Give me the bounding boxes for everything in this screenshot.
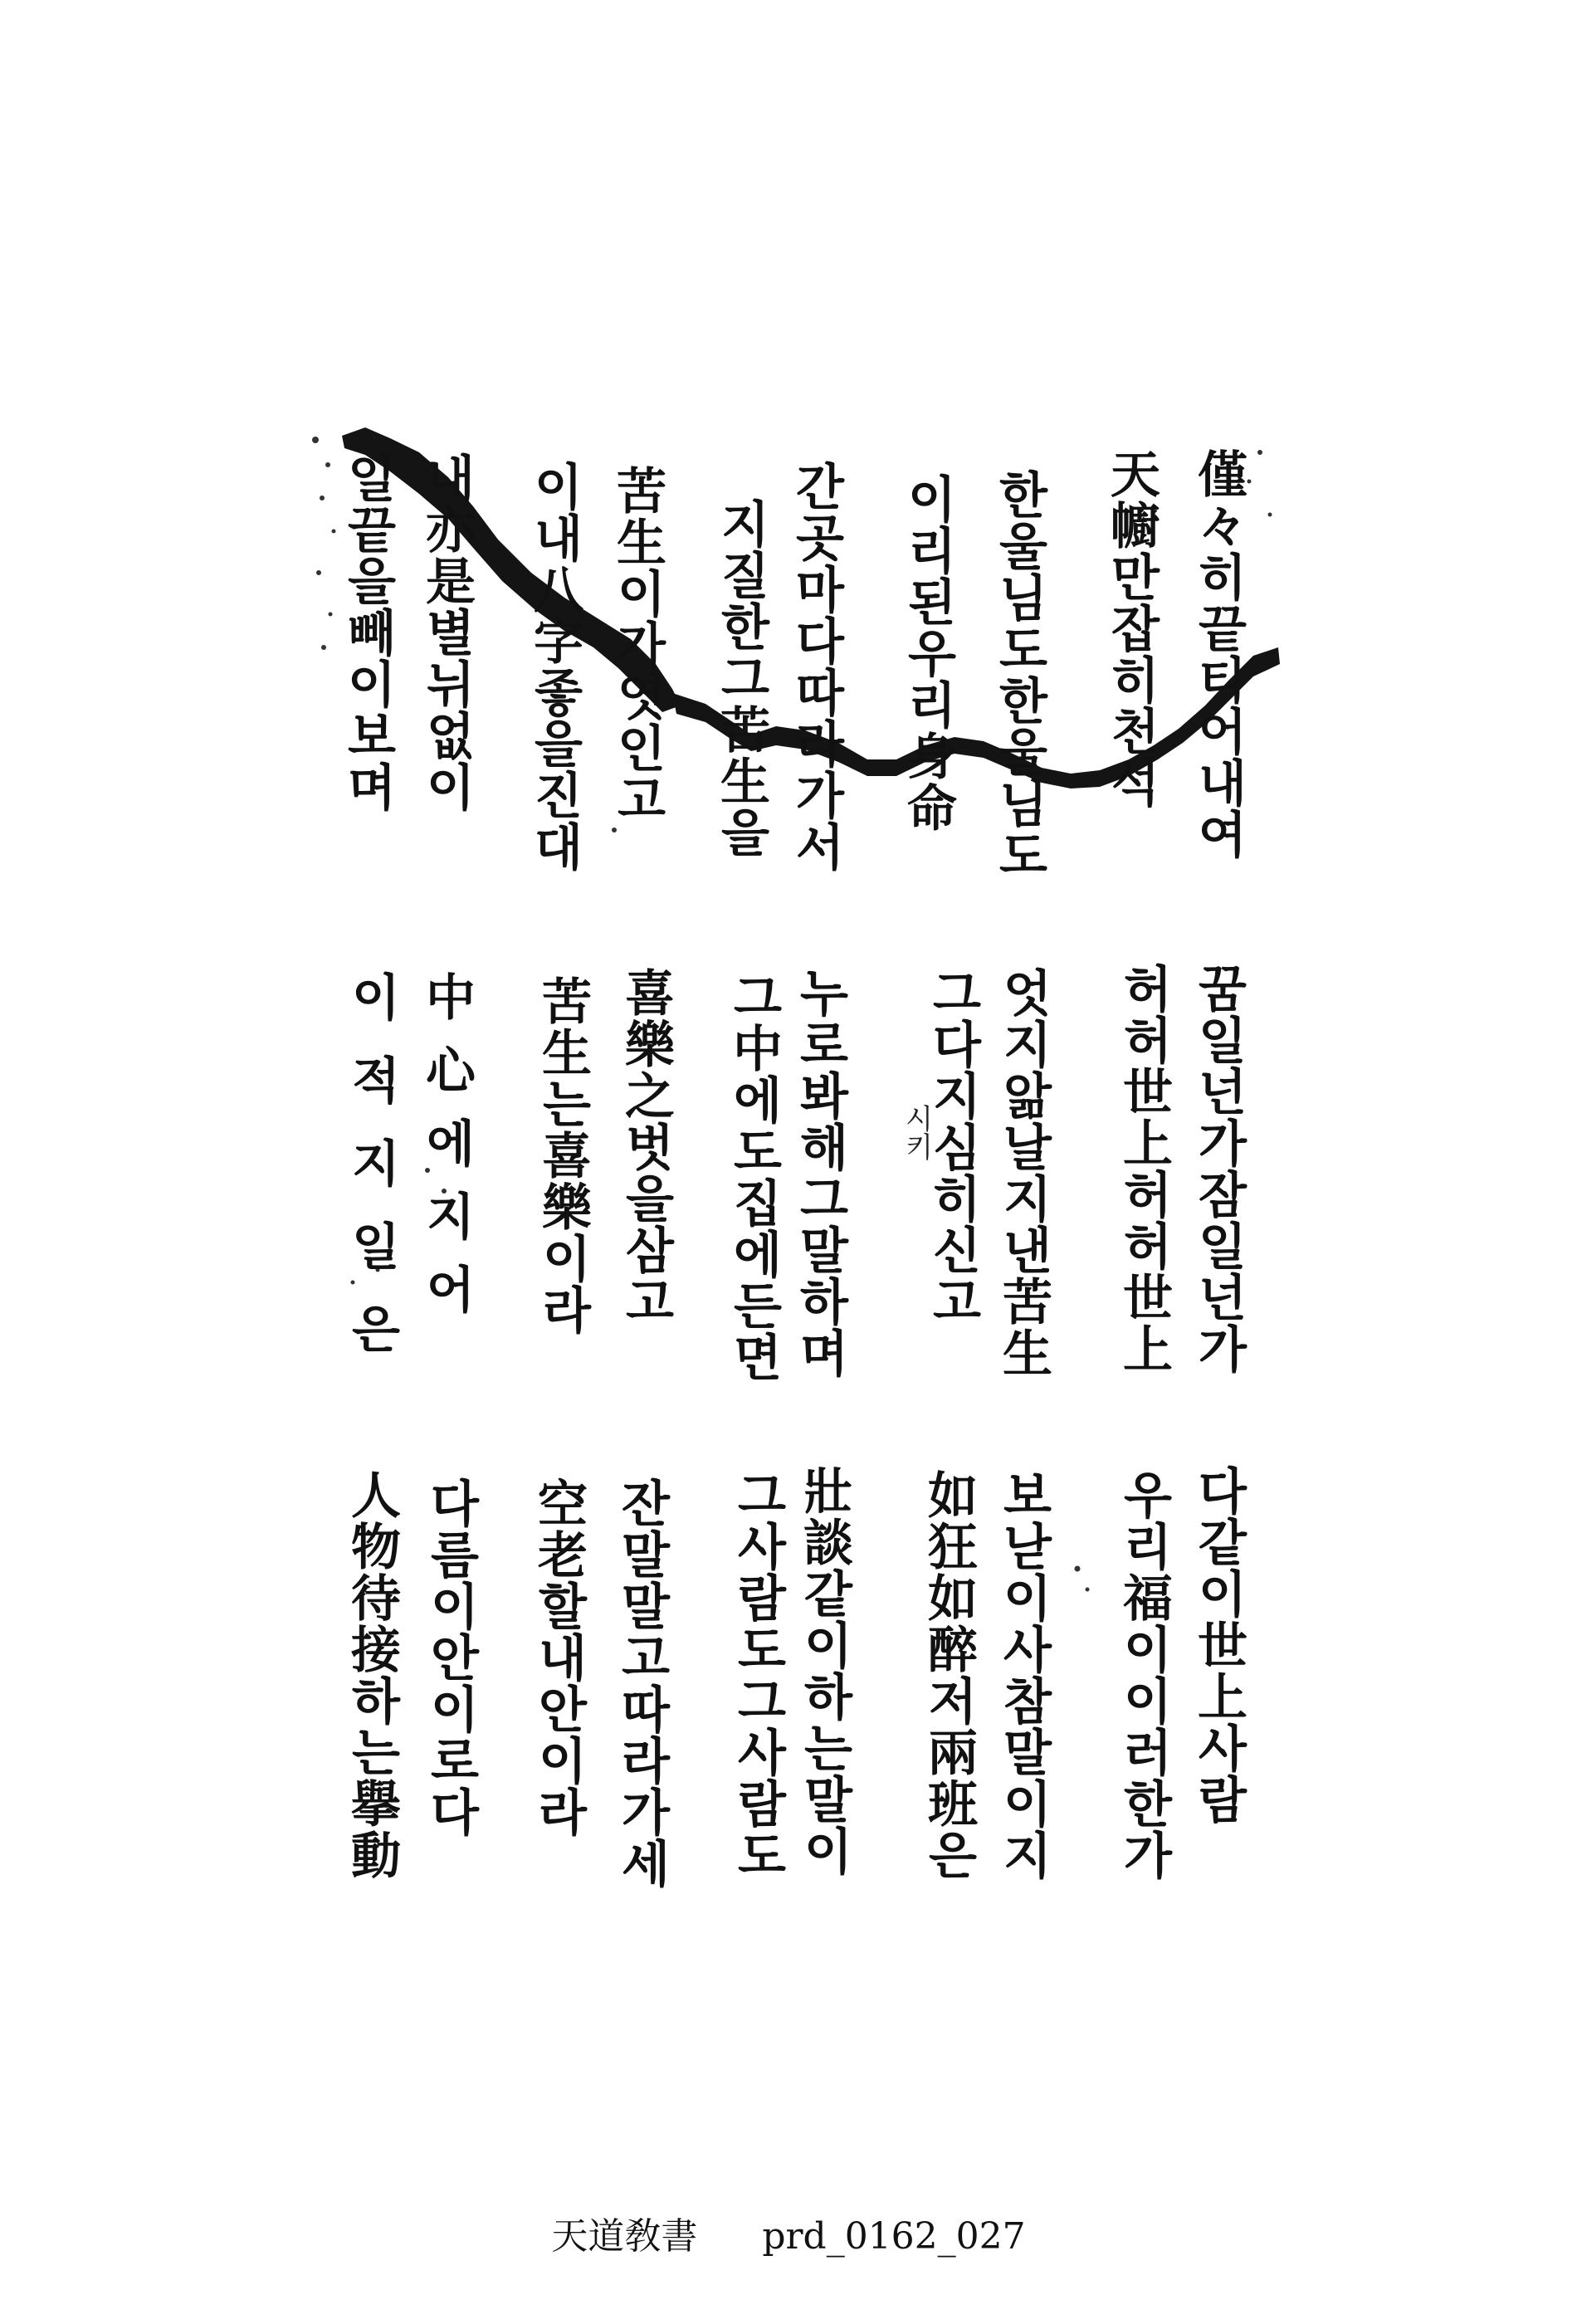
manuscript-column: 如狂如醉저兩班은 [920,1469,978,1881]
manuscript-column: 苦生는喜樂이라 [534,975,592,1335]
manuscript-column: 이리된우리身命 [899,473,957,833]
manuscript-column: 이적지일은 [343,971,401,1386]
manuscript-column: 人物待接하는擧動 [343,1469,401,1881]
manuscript-column: 天幮만잡히천석 [1102,448,1160,808]
manuscript-column: 꿈일넌가잠일넌가 [1189,963,1247,1374]
manuscript-column: 中心에지어 [417,971,476,1336]
manuscript-column: 다같이世上사람 [1189,1465,1247,1825]
manuscript-column: 苦生이가엿인고 [608,465,666,825]
collection-title: 天道敎書 [551,2215,698,2258]
manuscript-column: 엇지앎날지낸苦生 [994,967,1052,1379]
manuscript-column: 누로봐해그말하며 [791,967,849,1379]
page-id: prd_0162_027 [762,2215,1026,2258]
manuscript-column: 壯談같이하는말이 [795,1465,853,1877]
page-footer [0,2206,1577,2259]
manuscript-column: 한울님도한울님도 [990,469,1048,881]
manuscript-column: 空老할내안이라 [530,1477,588,1838]
manuscript-column: 그사람도그사람도 [729,1469,787,1881]
manuscript-column: 다름이안이로다 [422,1477,480,1838]
manuscript-column: 그다지심히신고 [924,967,982,1327]
manuscript-column: 내亦是별뉘없이 [417,452,476,813]
manuscript-column: 우리福이이러한가 [1115,1469,1173,1881]
manuscript-column: 僅々히끝티어내여 [1189,448,1247,860]
manuscript-column: 그中에도집에든면 [725,971,783,1383]
manuscript-column: 보낟이사참말이지 [994,1469,1052,1881]
manuscript-column: 일끝을빼이보며 [339,452,397,813]
manuscript-column: 간곳마다따라가서 [787,461,845,872]
manuscript-column: 喜樂之벗을삼고 [617,967,675,1327]
manuscript-column: 허허世上허허世上 [1115,963,1173,1374]
manuscript-column: 지질한그苦生을 [712,498,770,858]
manuscript-column: 잔말말고따라가세 [613,1477,671,1889]
manuscript-column: 이내八字좋을진대 [525,461,583,872]
margin-note: 시키 [900,1104,933,1160]
